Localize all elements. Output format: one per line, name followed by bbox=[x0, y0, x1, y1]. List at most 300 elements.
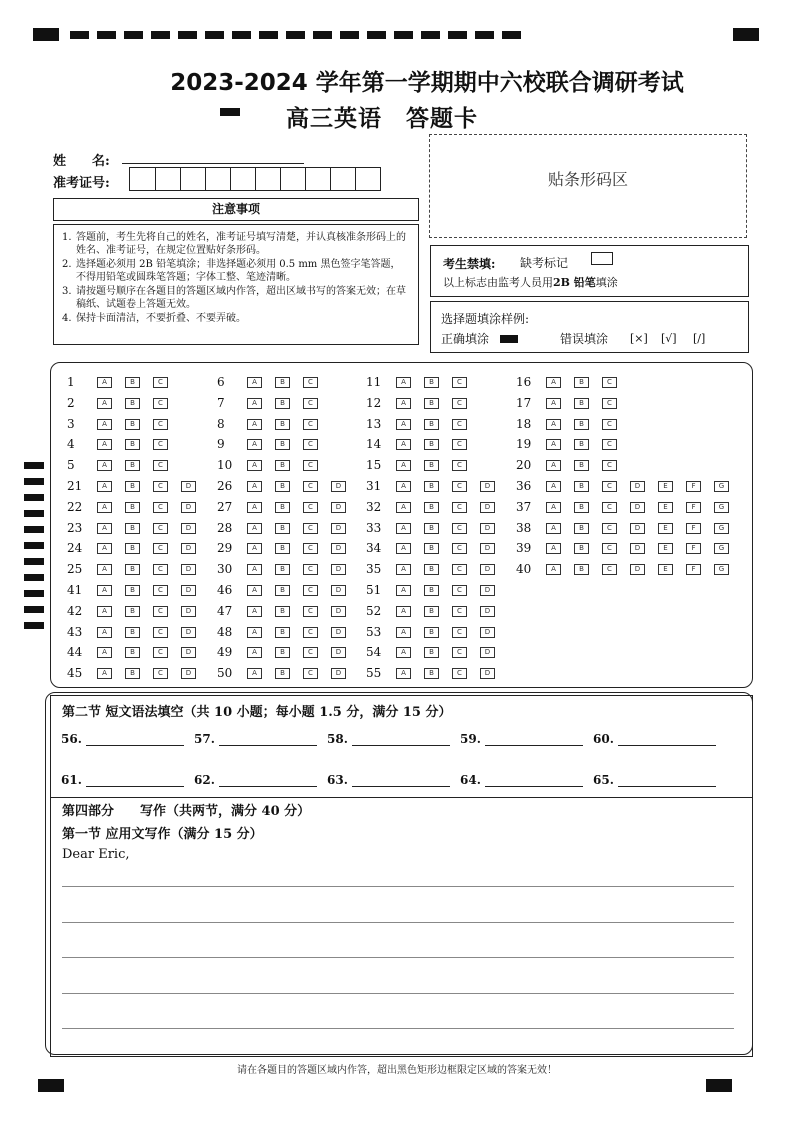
answer-bubble[interactable]: A bbox=[396, 564, 411, 575]
answer-bubble[interactable]: C bbox=[153, 585, 168, 596]
answer-bubble[interactable]: A bbox=[396, 627, 411, 638]
absent-label: 考生禁填: bbox=[443, 257, 496, 271]
answer-bubble[interactable]: D bbox=[480, 668, 495, 679]
blank-number: 60. bbox=[593, 732, 614, 746]
answer-bubble[interactable]: A bbox=[97, 627, 112, 638]
footer-note: 请在各题目的答题区域内作答，超出黑色矩形边框限定区域的答案无效！ bbox=[237, 1065, 557, 1076]
blank-answer[interactable] bbox=[593, 732, 716, 746]
answer-bubble[interactable]: A bbox=[97, 481, 112, 492]
answer-bubble[interactable]: C bbox=[602, 419, 617, 430]
answer-bubble[interactable]: A bbox=[396, 668, 411, 679]
answer-bubble[interactable]: C bbox=[153, 377, 168, 388]
answer-bubble[interactable]: A bbox=[396, 606, 411, 617]
answer-bubble[interactable]: C bbox=[303, 419, 318, 430]
exam-id-digit-box[interactable] bbox=[330, 168, 355, 190]
answer-bubble[interactable]: C bbox=[452, 627, 467, 638]
answer-bubble[interactable]: B bbox=[574, 502, 589, 513]
answer-bubble[interactable]: C bbox=[303, 439, 318, 450]
answer-bubble[interactable]: C bbox=[303, 606, 318, 617]
blank-line[interactable] bbox=[618, 774, 716, 787]
answer-bubble[interactable]: E bbox=[658, 543, 673, 554]
answer-bubble[interactable]: A bbox=[247, 627, 262, 638]
answer-bubble[interactable]: B bbox=[125, 564, 140, 575]
answer-bubble[interactable]: C bbox=[602, 481, 617, 492]
question-number: 37 bbox=[516, 500, 532, 514]
answer-bubble[interactable]: C bbox=[303, 668, 318, 679]
answer-bubble[interactable]: D bbox=[331, 502, 346, 513]
exam-id-digit-box[interactable] bbox=[205, 168, 230, 190]
answer-bubble[interactable]: F bbox=[686, 564, 701, 575]
answer-bubble[interactable]: A bbox=[247, 377, 262, 388]
answer-bubble[interactable]: B bbox=[125, 606, 140, 617]
question-row bbox=[217, 500, 359, 514]
answer-bubble[interactable]: A bbox=[97, 398, 112, 409]
answer-bubble[interactable]: A bbox=[247, 585, 262, 596]
exam-id-label: 准考证号: bbox=[53, 176, 110, 191]
answer-bubble[interactable]: B bbox=[574, 419, 589, 430]
answer-bubble[interactable]: C bbox=[303, 564, 318, 575]
answer-bubble[interactable]: F bbox=[686, 543, 701, 554]
question-number: 30 bbox=[217, 562, 233, 576]
answer-bubble[interactable]: A bbox=[396, 481, 411, 492]
question-row bbox=[366, 500, 508, 514]
answer-bubble[interactable]: A bbox=[247, 460, 262, 471]
blank-answer[interactable] bbox=[327, 773, 450, 787]
answer-bubble[interactable]: B bbox=[574, 439, 589, 450]
answer-bubble[interactable]: E bbox=[658, 502, 673, 513]
answer-bubble[interactable]: C bbox=[452, 419, 467, 430]
question-row bbox=[67, 645, 209, 659]
answer-bubble[interactable]: B bbox=[574, 564, 589, 575]
answer-bubble[interactable]: C bbox=[452, 564, 467, 575]
answer-bubble[interactable]: A bbox=[247, 481, 262, 492]
question-number: 43 bbox=[67, 625, 83, 639]
notice-item bbox=[62, 312, 410, 325]
answer-bubble[interactable]: E bbox=[658, 564, 673, 575]
answer-bubble[interactable]: C bbox=[602, 564, 617, 575]
blank-line[interactable] bbox=[485, 774, 583, 787]
blank-line[interactable] bbox=[352, 733, 450, 746]
answer-bubble[interactable]: B bbox=[424, 419, 439, 430]
question-row bbox=[366, 396, 480, 410]
answer-bubble[interactable]: G bbox=[714, 481, 729, 492]
notice-item-text: 答题前，考生先将自己的姓名，准考证号填写清楚，并认真核准条形码上的姓名、准考证号，在规定位置贴好条形码。 bbox=[76, 232, 406, 256]
blank-answer[interactable] bbox=[327, 732, 450, 746]
answer-bubble[interactable]: B bbox=[424, 585, 439, 596]
answer-bubble[interactable]: B bbox=[275, 647, 290, 658]
exam-id-digit-box[interactable] bbox=[180, 168, 205, 190]
answer-bubble[interactable]: C bbox=[452, 481, 467, 492]
answer-bubble[interactable]: C bbox=[153, 523, 168, 534]
answer-bubble[interactable]: B bbox=[424, 377, 439, 388]
answer-bubble[interactable]: C bbox=[303, 543, 318, 554]
answer-bubble[interactable]: A bbox=[396, 377, 411, 388]
absent-mark-box[interactable] bbox=[591, 252, 613, 265]
answer-bubble[interactable]: A bbox=[396, 419, 411, 430]
question-number: 28 bbox=[217, 521, 233, 535]
answer-bubble[interactable]: A bbox=[247, 647, 262, 658]
answer-bubble[interactable]: A bbox=[97, 502, 112, 513]
answer-bubble[interactable]: C bbox=[452, 647, 467, 658]
answer-bubble[interactable]: A bbox=[396, 439, 411, 450]
answer-bubble[interactable]: G bbox=[714, 523, 729, 534]
answer-bubble[interactable]: C bbox=[303, 647, 318, 658]
answer-bubble[interactable]: A bbox=[396, 398, 411, 409]
answer-bubble[interactable]: B bbox=[125, 481, 140, 492]
answer-bubble[interactable]: D bbox=[630, 502, 645, 513]
answer-bubble[interactable]: D bbox=[331, 668, 346, 679]
question-number: 31 bbox=[366, 479, 382, 493]
answer-bubble[interactable]: C bbox=[153, 439, 168, 450]
barcode-label: 贴条形码区 bbox=[547, 170, 628, 189]
barcode-area bbox=[429, 134, 747, 238]
answer-bubble[interactable]: B bbox=[125, 377, 140, 388]
answer-bubble[interactable]: A bbox=[546, 439, 561, 450]
answer-bubble[interactable]: C bbox=[602, 523, 617, 534]
answer-bubble[interactable]: A bbox=[97, 523, 112, 534]
answer-bubble[interactable]: G bbox=[714, 543, 729, 554]
answer-bubble[interactable]: C bbox=[303, 377, 318, 388]
blank-answer[interactable] bbox=[460, 773, 583, 787]
answer-bubble[interactable]: A bbox=[247, 398, 262, 409]
answer-bubble[interactable]: B bbox=[125, 668, 140, 679]
answer-bubble[interactable]: C bbox=[602, 398, 617, 409]
answer-bubble[interactable]: B bbox=[125, 543, 140, 554]
answer-bubble[interactable]: D bbox=[480, 502, 495, 513]
answer-bubble[interactable]: C bbox=[153, 460, 168, 471]
question-row bbox=[366, 437, 480, 451]
answer-bubble[interactable]: C bbox=[303, 627, 318, 638]
answer-bubble[interactable]: B bbox=[574, 460, 589, 471]
answer-bubble[interactable]: B bbox=[424, 564, 439, 575]
answer-bubble[interactable]: C bbox=[153, 627, 168, 638]
answer-bubble[interactable]: B bbox=[424, 523, 439, 534]
answer-bubble[interactable]: B bbox=[424, 668, 439, 679]
question-number: 18 bbox=[516, 417, 532, 431]
exam-id-digit-box[interactable] bbox=[230, 168, 255, 190]
answer-bubble[interactable]: D bbox=[480, 585, 495, 596]
answer-bubble[interactable]: D bbox=[331, 564, 346, 575]
answer-bubble[interactable]: B bbox=[125, 523, 140, 534]
answer-bubble[interactable]: E bbox=[658, 481, 673, 492]
answer-bubble[interactable]: C bbox=[452, 398, 467, 409]
blank-answer[interactable] bbox=[460, 732, 583, 746]
timing-mark-bottom-left bbox=[38, 1079, 64, 1092]
sample-wrong-mark-3: [/] bbox=[693, 332, 706, 345]
sample-box bbox=[430, 301, 749, 353]
exam-id-boxes[interactable] bbox=[129, 167, 381, 191]
answer-bubble[interactable]: B bbox=[424, 543, 439, 554]
answer-bubble[interactable]: A bbox=[97, 419, 112, 430]
question-row bbox=[366, 375, 480, 389]
blank-number: 61. bbox=[61, 773, 82, 787]
answer-bubble[interactable]: A bbox=[396, 523, 411, 534]
answer-bubble[interactable]: D bbox=[480, 627, 495, 638]
answer-bubble[interactable]: B bbox=[275, 627, 290, 638]
answer-bubble[interactable]: C bbox=[303, 502, 318, 513]
answer-bubble[interactable]: A bbox=[97, 668, 112, 679]
answer-bubble[interactable]: B bbox=[574, 398, 589, 409]
answer-bubble[interactable]: A bbox=[97, 585, 112, 596]
question-number: 29 bbox=[217, 541, 233, 555]
answer-bubble[interactable]: B bbox=[424, 460, 439, 471]
answer-bubble[interactable]: A bbox=[546, 460, 561, 471]
marker-block bbox=[220, 108, 240, 116]
answer-bubble[interactable]: A bbox=[97, 543, 112, 554]
answer-bubble[interactable]: A bbox=[97, 606, 112, 617]
answer-bubble[interactable]: B bbox=[275, 523, 290, 534]
answer-bubble[interactable]: C bbox=[303, 460, 318, 471]
answer-bubble[interactable]: A bbox=[396, 460, 411, 471]
answer-bubble[interactable]: D bbox=[181, 647, 196, 658]
answer-bubble[interactable]: B bbox=[275, 439, 290, 450]
answer-bubble[interactable]: C bbox=[153, 543, 168, 554]
question-row bbox=[217, 417, 331, 431]
answer-bubble[interactable]: C bbox=[303, 398, 318, 409]
answer-bubble[interactable]: D bbox=[181, 668, 196, 679]
answer-bubble[interactable]: B bbox=[424, 627, 439, 638]
answer-bubble[interactable]: B bbox=[574, 523, 589, 534]
answer-bubble[interactable]: B bbox=[275, 460, 290, 471]
answer-bubble[interactable]: B bbox=[275, 502, 290, 513]
section4-box bbox=[50, 797, 753, 1057]
answer-bubble[interactable]: C bbox=[452, 439, 467, 450]
answer-bubble[interactable]: A bbox=[247, 606, 262, 617]
answer-bubble[interactable]: A bbox=[546, 398, 561, 409]
answer-bubble[interactable]: A bbox=[247, 523, 262, 534]
question-number: 40 bbox=[516, 562, 532, 576]
answer-bubble[interactable]: G bbox=[714, 564, 729, 575]
answer-bubble[interactable]: G bbox=[714, 502, 729, 513]
question-row bbox=[516, 479, 742, 493]
answer-bubble[interactable]: A bbox=[247, 439, 262, 450]
question-number: 55 bbox=[366, 666, 382, 680]
answer-bubble[interactable]: C bbox=[452, 668, 467, 679]
answer-bubble[interactable]: C bbox=[153, 398, 168, 409]
blank-answer[interactable] bbox=[593, 773, 716, 787]
name-label: 姓 名: bbox=[53, 154, 110, 169]
answer-bubble[interactable]: D bbox=[181, 502, 196, 513]
answer-bubble[interactable]: C bbox=[602, 377, 617, 388]
answer-bubble[interactable]: D bbox=[630, 543, 645, 554]
answer-bubble[interactable]: A bbox=[546, 523, 561, 534]
answer-bubble[interactable]: A bbox=[546, 419, 561, 430]
answer-bubble[interactable]: C bbox=[452, 377, 467, 388]
question-row bbox=[67, 521, 209, 535]
answer-bubble[interactable]: A bbox=[396, 647, 411, 658]
answer-bubble[interactable]: A bbox=[97, 564, 112, 575]
answer-bubble[interactable]: D bbox=[480, 523, 495, 534]
answer-bubble[interactable]: D bbox=[630, 564, 645, 575]
answer-bubble[interactable]: B bbox=[424, 481, 439, 492]
exam-id-digit-box[interactable] bbox=[155, 168, 180, 190]
answer-bubble[interactable]: B bbox=[125, 647, 140, 658]
answer-bubble[interactable]: A bbox=[247, 502, 262, 513]
answer-bubble[interactable]: B bbox=[275, 668, 290, 679]
answer-bubble[interactable]: D bbox=[331, 647, 346, 658]
answer-bubble[interactable]: B bbox=[275, 585, 290, 596]
answer-bubble[interactable]: C bbox=[452, 460, 467, 471]
answer-bubble[interactable]: D bbox=[181, 481, 196, 492]
answer-bubble[interactable]: C bbox=[153, 668, 168, 679]
answer-bubble[interactable]: B bbox=[125, 585, 140, 596]
answer-bubble[interactable]: B bbox=[574, 543, 589, 554]
answer-bubble[interactable]: B bbox=[424, 439, 439, 450]
blank-number: 56. bbox=[61, 732, 82, 746]
answer-bubble[interactable]: F bbox=[686, 523, 701, 534]
answer-bubble[interactable]: B bbox=[275, 398, 290, 409]
answer-bubble[interactable]: D bbox=[331, 523, 346, 534]
answer-bubble[interactable]: B bbox=[125, 502, 140, 513]
answer-bubble[interactable]: A bbox=[97, 377, 112, 388]
answer-bubble[interactable]: B bbox=[125, 627, 140, 638]
answer-bubble[interactable]: C bbox=[452, 585, 467, 596]
answer-bubble[interactable]: B bbox=[275, 377, 290, 388]
answer-bubble[interactable]: B bbox=[275, 481, 290, 492]
answer-bubble[interactable]: A bbox=[396, 543, 411, 554]
answer-bubble[interactable]: C bbox=[153, 647, 168, 658]
answer-bubble[interactable]: A bbox=[396, 502, 411, 513]
answer-bubble[interactable]: D bbox=[331, 606, 346, 617]
answer-bubble[interactable]: A bbox=[546, 543, 561, 554]
answer-bubble[interactable]: D bbox=[181, 523, 196, 534]
blank-line[interactable] bbox=[352, 774, 450, 787]
answer-bubble[interactable]: C bbox=[153, 564, 168, 575]
answer-bubble[interactable]: D bbox=[331, 627, 346, 638]
answer-bubble[interactable]: A bbox=[546, 564, 561, 575]
answer-bubble[interactable]: A bbox=[97, 460, 112, 471]
answer-bubble[interactable]: A bbox=[97, 647, 112, 658]
question-row bbox=[217, 583, 359, 597]
answer-bubble[interactable]: E bbox=[658, 523, 673, 534]
answer-bubble[interactable]: A bbox=[546, 377, 561, 388]
answer-bubble[interactable]: B bbox=[275, 419, 290, 430]
question-row bbox=[67, 396, 181, 410]
answer-bubble[interactable]: A bbox=[247, 543, 262, 554]
blank-answer[interactable] bbox=[194, 732, 317, 746]
answer-bubble[interactable]: C bbox=[452, 606, 467, 617]
answer-bubble[interactable]: C bbox=[452, 543, 467, 554]
answer-bubble[interactable]: D bbox=[181, 564, 196, 575]
blank-line[interactable] bbox=[219, 733, 317, 746]
answer-bubble[interactable]: D bbox=[181, 606, 196, 617]
blank-answer[interactable] bbox=[61, 773, 184, 787]
exam-id-digit-box[interactable] bbox=[255, 168, 280, 190]
answer-bubble[interactable]: A bbox=[247, 564, 262, 575]
blank-answer[interactable] bbox=[194, 773, 317, 787]
sample-title: 选择题填涂样例: bbox=[441, 312, 530, 326]
answer-bubble[interactable]: B bbox=[424, 647, 439, 658]
question-number: 19 bbox=[516, 437, 532, 451]
answer-bubble[interactable]: D bbox=[181, 585, 196, 596]
answer-bubble[interactable]: B bbox=[125, 460, 140, 471]
answer-bubble[interactable]: C bbox=[153, 502, 168, 513]
answer-bubble[interactable]: D bbox=[331, 481, 346, 492]
answer-bubble[interactable]: A bbox=[546, 481, 561, 492]
answer-bubble[interactable]: B bbox=[574, 481, 589, 492]
question-row bbox=[366, 666, 508, 680]
answer-bubble[interactable]: B bbox=[424, 398, 439, 409]
exam-id-digit-box[interactable] bbox=[355, 168, 380, 190]
name-field[interactable] bbox=[122, 163, 304, 164]
question-number: 44 bbox=[67, 645, 83, 659]
answer-bubble[interactable]: A bbox=[97, 439, 112, 450]
blank-line[interactable] bbox=[86, 733, 184, 746]
answer-bubble[interactable]: B bbox=[424, 502, 439, 513]
answer-bubble[interactable]: B bbox=[275, 606, 290, 617]
answer-bubble[interactable]: D bbox=[480, 564, 495, 575]
question-row bbox=[217, 604, 359, 618]
blank-line[interactable] bbox=[86, 774, 184, 787]
exam-id-digit-box[interactable] bbox=[130, 168, 155, 190]
answer-bubble[interactable]: D bbox=[480, 647, 495, 658]
answer-bubble[interactable]: D bbox=[630, 481, 645, 492]
question-number: 6 bbox=[217, 375, 225, 389]
question-number: 8 bbox=[217, 417, 225, 431]
answer-bubble[interactable]: A bbox=[247, 668, 262, 679]
answer-bubble[interactable]: C bbox=[153, 606, 168, 617]
answer-bubble[interactable]: A bbox=[396, 585, 411, 596]
question-number: 20 bbox=[516, 458, 532, 472]
question-row bbox=[67, 375, 181, 389]
answer-bubble[interactable]: B bbox=[574, 377, 589, 388]
answer-bubble[interactable]: C bbox=[602, 460, 617, 471]
question-row bbox=[67, 625, 209, 639]
answer-bubble[interactable]: D bbox=[181, 627, 196, 638]
answer-bubble[interactable]: D bbox=[331, 543, 346, 554]
answer-bubble[interactable]: B bbox=[275, 543, 290, 554]
blank-answer[interactable] bbox=[61, 732, 184, 746]
answer-bubble[interactable]: D bbox=[181, 543, 196, 554]
answer-bubble[interactable]: B bbox=[125, 398, 140, 409]
question-row bbox=[366, 479, 508, 493]
answer-bubble[interactable]: C bbox=[153, 419, 168, 430]
answer-bubble[interactable]: B bbox=[275, 564, 290, 575]
question-row bbox=[516, 437, 630, 451]
answer-bubble[interactable]: D bbox=[480, 606, 495, 617]
blank-line[interactable] bbox=[618, 733, 716, 746]
answer-bubble[interactable]: C bbox=[602, 439, 617, 450]
answer-bubble[interactable]: C bbox=[452, 502, 467, 513]
answer-bubble[interactable]: A bbox=[247, 419, 262, 430]
answer-bubble[interactable]: C bbox=[602, 502, 617, 513]
answer-bubble[interactable]: F bbox=[686, 502, 701, 513]
question-number: 38 bbox=[516, 521, 532, 535]
answer-bubble[interactable]: D bbox=[331, 585, 346, 596]
answer-bubble[interactable]: A bbox=[546, 502, 561, 513]
answer-bubble[interactable]: C bbox=[303, 585, 318, 596]
answer-bubble[interactable]: C bbox=[303, 481, 318, 492]
question-number: 3 bbox=[67, 417, 75, 431]
question-number: 39 bbox=[516, 541, 532, 555]
question-row bbox=[366, 458, 480, 472]
answer-bubble[interactable]: C bbox=[303, 523, 318, 534]
answer-bubble[interactable]: D bbox=[480, 543, 495, 554]
exam-id-digit-box[interactable] bbox=[280, 168, 305, 190]
answer-bubble[interactable]: D bbox=[630, 523, 645, 534]
exam-id-digit-box[interactable] bbox=[305, 168, 330, 190]
answer-bubble[interactable]: B bbox=[424, 606, 439, 617]
answer-bubble[interactable]: B bbox=[125, 439, 140, 450]
blank-line[interactable] bbox=[485, 733, 583, 746]
blank-line[interactable] bbox=[219, 774, 317, 787]
answer-bubble[interactable]: C bbox=[153, 481, 168, 492]
answer-bubble[interactable]: B bbox=[125, 419, 140, 430]
answer-bubble[interactable]: C bbox=[452, 523, 467, 534]
answer-bubble[interactable]: F bbox=[686, 481, 701, 492]
answer-bubble[interactable]: D bbox=[480, 481, 495, 492]
answer-bubble[interactable]: C bbox=[602, 543, 617, 554]
